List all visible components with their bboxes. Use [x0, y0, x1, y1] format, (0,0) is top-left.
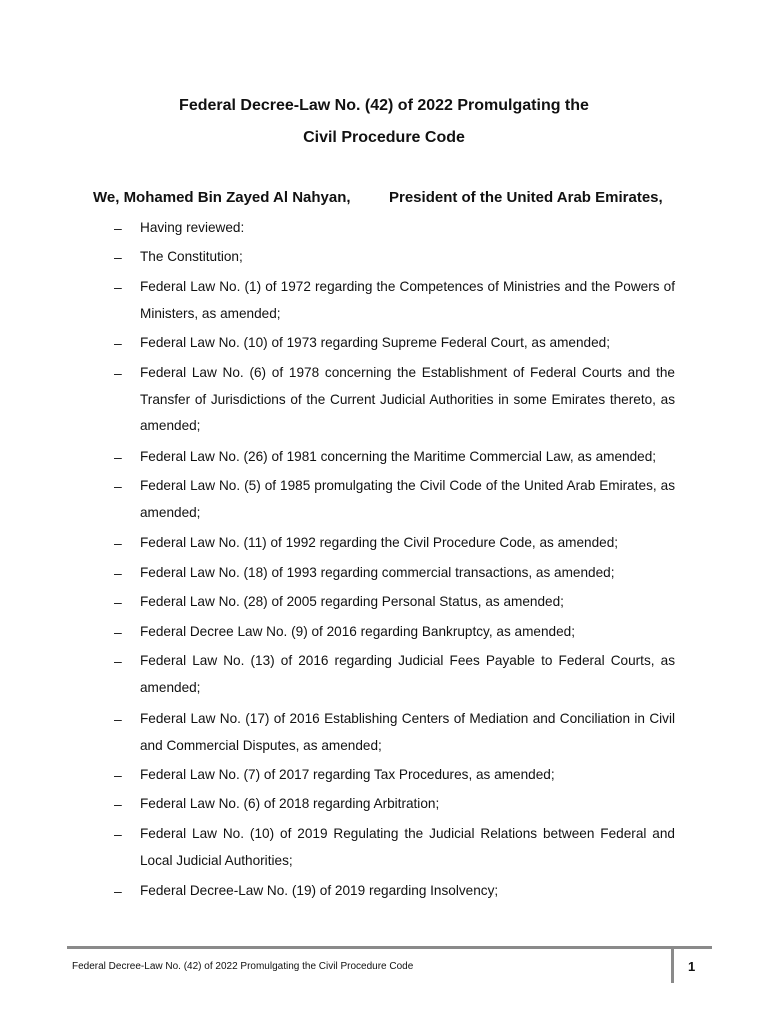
page-number: 1 — [688, 959, 696, 974]
dash-bullet: – — [114, 365, 122, 381]
list-item-text: Federal Law No. (6) of 2018 regarding Arbitration; — [140, 796, 440, 811]
dash-bullet: – — [114, 335, 122, 351]
list-item-text: Federal Decree-Law No. (19) of 2019 regarding Insolvency; — [140, 883, 499, 898]
document-title-line-1: Federal Decree-Law No. (42) of 2022 Promulgating the — [179, 97, 589, 114]
list-item-text: Federal Law No. (13) of 2016 regarding Judicial Fees Payable to Federal Courts, as amended; — [140, 653, 675, 695]
list-item-text: Federal Law No. (18) of 1993 regarding commercial transactions, as amended; — [140, 565, 615, 580]
list-item-text: Having reviewed: — [140, 220, 245, 235]
list-item-text: Federal Law No. (10) of 2019 Regulating the Judicial Relations between Federal and Local Judicial Authorities; — [140, 826, 675, 868]
dash-bullet: – — [114, 565, 122, 581]
dash-bullet: – — [114, 624, 122, 640]
dash-bullet: – — [114, 826, 122, 842]
dash-bullet: – — [114, 883, 122, 899]
dash-bullet: – — [114, 478, 122, 494]
list-item-text: Federal Law No. (1) of 1972 regarding the Competences of Ministries and the Powers of Ministers, as amended; — [140, 279, 675, 321]
dash-bullet: – — [114, 220, 122, 236]
list-item-text: Federal Law No. (7) of 2017 regarding Tax Procedures, as amended; — [140, 767, 555, 782]
dash-bullet: – — [114, 249, 122, 265]
footer-rule — [67, 946, 712, 949]
document-title-line-2: Civil Procedure Code — [303, 129, 465, 146]
dash-bullet: – — [114, 711, 122, 727]
list-item-text: The Constitution; — [140, 249, 243, 264]
list-item-text: Federal Law No. (26) of 1981 concerning the Maritime Commercial Law, as amended; — [140, 449, 657, 464]
list-item-text: Federal Law No. (28) of 2005 regarding Personal Status, as amended; — [140, 594, 564, 609]
enacting-name: We, Mohamed Bin Zayed Al Nahyan, — [93, 189, 351, 206]
dash-bullet: – — [114, 279, 122, 295]
dash-bullet: – — [114, 796, 122, 812]
dash-bullet: – — [114, 449, 122, 465]
dash-bullet: – — [114, 653, 122, 669]
list-item-text: Federal Law No. (5) of 1985 promulgating the Civil Code of the United Arab Emirates, as amended; — [140, 478, 675, 520]
dash-bullet: – — [114, 535, 122, 551]
list-item-text: Federal Law No. (10) of 1973 regarding Supreme Federal Court, as amended; — [140, 335, 610, 350]
footer-title: Federal Decree-Law No. (42) of 2022 Promulgating the Civil Procedure Code — [72, 961, 414, 972]
dash-bullet: – — [114, 767, 122, 783]
dash-bullet: – — [114, 594, 122, 610]
enacting-clause — [93, 188, 693, 208]
list-item-text: Federal Decree Law No. (9) of 2016 regarding Bankruptcy, as amended; — [140, 624, 575, 639]
list-item-text: Federal Law No. (17) of 2016 Establishing Centers of Mediation and Conciliation in Civil and Commercial Disputes, as amended; — [140, 711, 675, 753]
list-item-text: Federal Law No. (11) of 1992 regarding the Civil Procedure Code, as amended; — [140, 535, 619, 550]
enacting-title: President of the United Arab Emirates, — [389, 189, 663, 206]
list-item-text: Federal Law No. (6) of 1978 concerning the Establishment of Federal Courts and the Transfer of Jurisdictions of the Current Judicial Authorities in some Emirates thereto, as amended; — [140, 365, 675, 434]
footer-divider — [671, 949, 674, 983]
